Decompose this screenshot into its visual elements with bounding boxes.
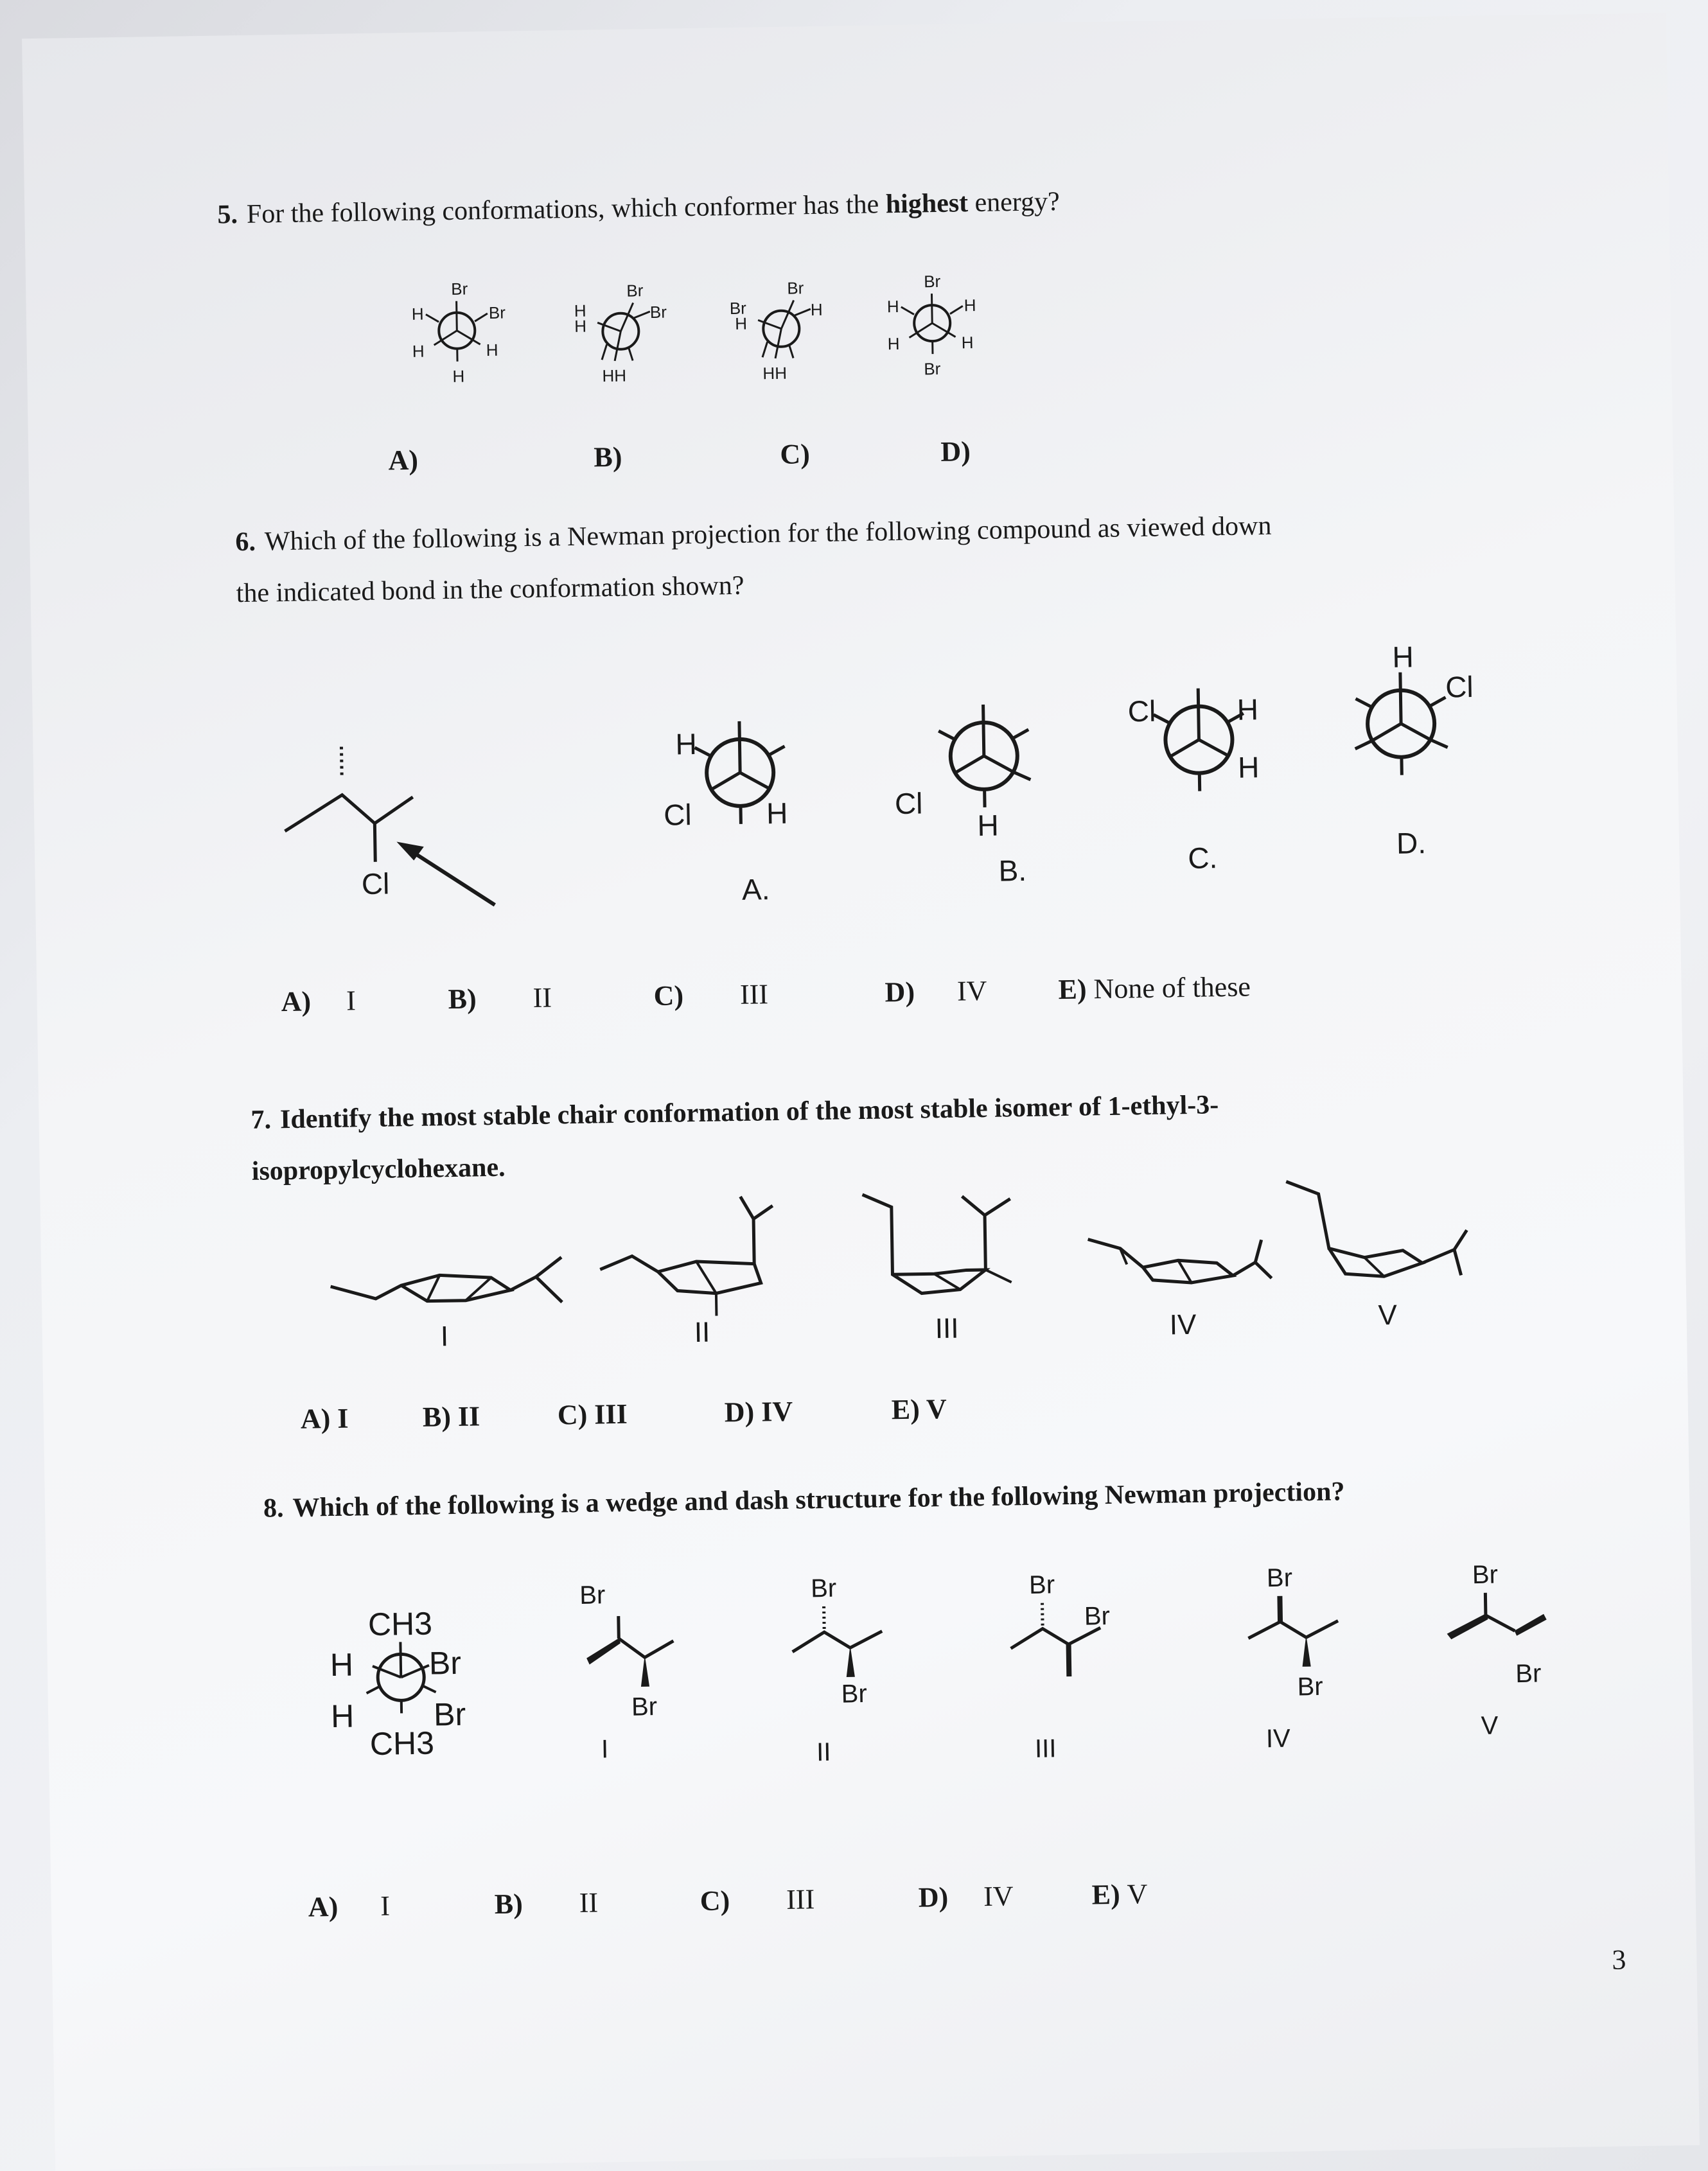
q8-answer-b[interactable] — [494, 1886, 598, 1921]
q7-line1: Identify the most stable chair conformation of the most stable isomer of 1-ethyl-3- — [279, 1090, 1219, 1135]
q8-label-i: I — [601, 1735, 609, 1764]
q6-answer-b-letter: B) — [448, 983, 477, 1015]
q7-answer-d[interactable]: D) IV — [724, 1395, 793, 1428]
q5b-top: Br — [626, 281, 644, 301]
q6-answer-e[interactable] — [1058, 970, 1251, 1006]
q8-i-sub-top: Br — [579, 1581, 606, 1610]
q6d-label: D. — [1396, 826, 1427, 860]
q8-newman-top: CH3 — [367, 1605, 433, 1643]
q5-choice-d[interactable]: D) — [940, 435, 971, 468]
q8-answer-c-letter: C) — [700, 1885, 730, 1917]
q6-answer-a[interactable] — [281, 984, 356, 1018]
q8-newman-bottom: CH3 — [369, 1725, 435, 1762]
q6-compound-cl: Cl — [361, 866, 390, 901]
q6-projection-b — [894, 704, 1032, 889]
q6c-left: Cl — [1127, 694, 1156, 728]
q6-answer-e-value: None of these — [1093, 971, 1251, 1005]
q7-chairs — [310, 1172, 1501, 1364]
q6-answer-e-letter: E) — [1058, 973, 1087, 1006]
q6-answer-b[interactable] — [448, 981, 552, 1016]
q8-iv-sub-bottom: Br — [1297, 1672, 1323, 1701]
q6b-bottom: H — [977, 808, 999, 843]
q6-answer-b-value: II — [533, 981, 552, 1014]
q5d-bottom: Br — [924, 358, 941, 379]
q5-prompt — [217, 177, 1061, 241]
q8-answer-e-letter: E) — [1091, 1878, 1121, 1911]
q8-prompt — [263, 1466, 1345, 1534]
q5c-ul: Br — [729, 298, 747, 319]
q6a-bottom-right: H — [766, 796, 788, 831]
q8-answer-a-value: I — [380, 1890, 391, 1922]
q7-number: 7. — [251, 1105, 272, 1135]
q6c-label: C. — [1187, 841, 1218, 875]
q8-answer-b-letter: B) — [494, 1888, 524, 1921]
q5-newman-b — [574, 281, 668, 386]
q7-answer-c[interactable]: C) III — [557, 1398, 628, 1431]
q5c-bottom: HH — [762, 363, 788, 383]
q7-label-iii: III — [935, 1312, 959, 1345]
q8-newman-left-bottom: H — [330, 1698, 355, 1735]
q8-newman — [303, 1586, 512, 1782]
q8-newman-left-top: H — [330, 1646, 354, 1683]
q6-answer-d-value: IV — [956, 974, 987, 1007]
q8-answer-d[interactable] — [918, 1879, 1014, 1913]
q8-answers — [51, 1870, 1657, 1933]
q6-answer-a-value: I — [346, 985, 357, 1017]
q7-chair-ii — [599, 1196, 775, 1349]
q8-structure-v — [1447, 1560, 1548, 1740]
q6c-right: H — [1237, 692, 1259, 726]
q7-chair-iii — [863, 1192, 1013, 1346]
q8-answer-a-letter: A) — [308, 1890, 339, 1923]
q5-choices — [28, 425, 1635, 488]
q7-label-i: I — [440, 1321, 449, 1353]
q8-iv-sub-top: Br — [1266, 1563, 1293, 1593]
q5d-ul: H — [886, 296, 899, 317]
q6-line1: Which of the following is a Newman projection for the following compound as viewed down — [264, 511, 1272, 557]
q5b-bottom: HH — [602, 365, 627, 386]
q8-iii-sub-top: Br — [1028, 1570, 1055, 1599]
q8-label-v: V — [1481, 1711, 1499, 1740]
q8-v-sub-top: Br — [1472, 1560, 1499, 1590]
q6-line2: the indicated bond in the conformation shown? — [236, 570, 744, 608]
q8-label-ii: II — [816, 1737, 831, 1767]
q6-compound — [277, 731, 524, 921]
q5-choice-b[interactable]: B) — [594, 441, 622, 473]
q8-answer-e-value: V — [1127, 1878, 1148, 1910]
q8-answer-d-letter: D) — [918, 1881, 949, 1913]
q5-newman-d — [886, 271, 977, 379]
q7-chair-i — [330, 1257, 563, 1354]
q6-number: 6. — [235, 527, 256, 558]
q5-text-after: energy? — [967, 186, 1061, 218]
q7-answer-a[interactable]: A) I — [300, 1402, 349, 1435]
q6-answer-a-letter: A) — [281, 985, 312, 1018]
q7-answers — [44, 1382, 1650, 1445]
q6-answers — [37, 964, 1643, 1028]
q8-structure-iii — [1010, 1570, 1113, 1763]
q7-chair-iv — [1088, 1236, 1272, 1342]
q5-bold: highest — [885, 188, 969, 220]
q7-answer-b[interactable]: B) II — [422, 1400, 480, 1433]
q6a-bottom-left: Cl — [663, 798, 692, 832]
worksheet-page — [22, 13, 1700, 2171]
q5c-top: Br — [787, 278, 804, 298]
q8-iii-sub-right: Br — [1084, 1602, 1111, 1631]
q6-answer-d-letter: D) — [885, 976, 915, 1008]
q6d-top: H — [1392, 640, 1414, 674]
q6b-label: B. — [998, 853, 1027, 888]
q6b-bottom-left: Cl — [894, 786, 923, 821]
q5d-lr: H — [961, 333, 974, 353]
q5d-top: Br — [923, 271, 941, 292]
q5a-bottom: H — [452, 366, 465, 386]
q8-label-iv: IV — [1265, 1724, 1291, 1754]
q6-answer-d[interactable] — [885, 974, 987, 1008]
q8-answer-e[interactable] — [1091, 1877, 1148, 1911]
q7-label-v: V — [1378, 1299, 1398, 1332]
q6-answer-c-value: III — [739, 978, 769, 1010]
q8-number: 8. — [263, 1493, 284, 1524]
q5a-ur: Br — [488, 303, 506, 322]
q6-prompt — [235, 501, 1272, 620]
q5c-ll: H — [734, 313, 748, 333]
q6-projection-a — [662, 721, 789, 908]
q7-line2: isopropylcyclohexane. — [251, 1152, 506, 1186]
q5a-ll: H — [412, 341, 425, 361]
q5d-ur: H — [964, 295, 976, 315]
q5d-ll: H — [887, 333, 900, 354]
q7-chair-v — [1286, 1179, 1468, 1332]
q5-newman-row — [385, 259, 1126, 399]
q6a-label: A. — [741, 872, 770, 906]
q8-ii-sub-bottom: Br — [841, 1679, 868, 1709]
q8-answer-c-value: III — [786, 1883, 815, 1915]
q6-projections — [623, 640, 1539, 928]
q6-answer-c[interactable] — [653, 978, 768, 1012]
q8-newman-right-top: Br — [428, 1644, 462, 1682]
q6a-left: H — [675, 726, 698, 761]
q6-answer-c-letter: C) — [653, 980, 684, 1012]
q8-answer-a[interactable] — [308, 1890, 390, 1924]
q5-newman-c — [729, 278, 823, 383]
q5b-ul: H — [574, 301, 586, 321]
q5a-top: Br — [451, 279, 468, 299]
q5c-ur: H — [810, 299, 823, 320]
q7-label-ii: II — [694, 1316, 710, 1349]
q5-text-before: For the following conformations, which conformer has the — [246, 189, 886, 229]
q5b-ur: Br — [649, 302, 667, 322]
q8-structure-i — [579, 1580, 675, 1764]
q8-answer-d-value: IV — [983, 1880, 1014, 1913]
q8-structure-iv — [1247, 1563, 1341, 1753]
q8-structure-ii — [791, 1574, 885, 1767]
q5a-ul: H — [411, 304, 424, 324]
q8-answer-b-value: II — [579, 1886, 599, 1919]
q5-choice-a[interactable]: A) — [388, 444, 419, 477]
q8-text: Which of the following is a wedge and dash structure for the following Newman projection? — [292, 1477, 1345, 1523]
q6-projection-d — [1353, 639, 1476, 861]
q5b-ll: H — [574, 316, 587, 336]
q5a-lr: H — [486, 340, 498, 360]
q6c-lower-right: H — [1237, 750, 1260, 784]
q6-projection-c — [1127, 687, 1261, 875]
q5-number: 5. — [217, 200, 238, 230]
q8-i-sub-bottom: Br — [631, 1692, 658, 1721]
q7-label-iv: IV — [1169, 1308, 1197, 1341]
q5-choice-c[interactable]: C) — [780, 438, 811, 470]
q5-newman-a — [411, 279, 507, 387]
q8-structures — [547, 1556, 1578, 1778]
q8-label-iii: III — [1034, 1734, 1057, 1763]
page-number: 3 — [1611, 1944, 1626, 1976]
q8-answer-c[interactable] — [700, 1883, 814, 1917]
q6d-right: Cl — [1445, 669, 1474, 704]
q8-v-sub-bottom: Br — [1515, 1659, 1542, 1689]
q8-ii-sub-top: Br — [810, 1574, 837, 1603]
q8-newman-right-bottom: Br — [433, 1696, 466, 1733]
q7-answer-e[interactable]: E) V — [891, 1393, 947, 1426]
